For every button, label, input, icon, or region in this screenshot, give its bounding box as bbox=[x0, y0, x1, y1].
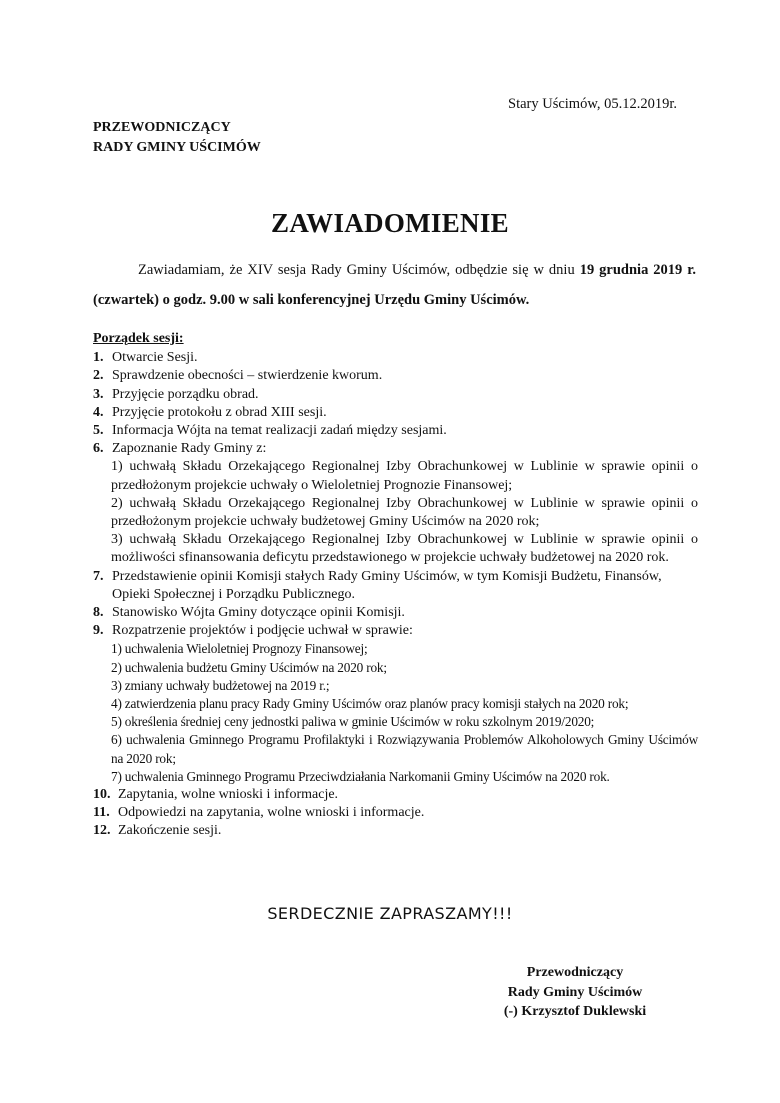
agenda-subitem: 5) określenia średniej ceny jednostki paliwa w gminie Uścimów w roku szkolnym 2019/2020; bbox=[111, 714, 595, 730]
agenda-item-text: Informacja Wójta na temat realizacji zadań między sesjami. bbox=[112, 423, 447, 439]
intro-text: Zawiadamiam, że XIV sesja Rady Gminy Uścimów, odbędzie się w dniu bbox=[138, 262, 580, 278]
agenda-item bbox=[93, 422, 698, 440]
agenda-item bbox=[93, 367, 698, 385]
agenda-item bbox=[93, 822, 698, 840]
issuer-line-2: RADY GMINY UŚCIMÓW bbox=[93, 140, 261, 155]
intro-paragraph bbox=[93, 255, 696, 315]
agenda-item bbox=[93, 804, 698, 822]
agenda-item-number: 9. bbox=[93, 623, 104, 639]
issuer-block bbox=[93, 118, 261, 158]
agenda-subitem: 2) uchwalenia budżetu Gminy Uścimów na 2020 rok; bbox=[111, 659, 387, 675]
invitation-text: SERDECZNIE ZAPRASZAMY!!! bbox=[267, 904, 513, 923]
agenda-item-text: Zapoznanie Rady Gminy z: bbox=[112, 441, 267, 457]
agenda-item-number: 5. bbox=[93, 423, 104, 439]
agenda-subitem: 3) uchwałą Składu Orzekającego Regionalnej Izby Obrachunkowej w Lublinie w sprawie opinii o możliwości sfinansowania deficytu przedstawionego w projekcie uchwały budżetowej na 2020 rok. bbox=[111, 532, 698, 566]
agenda-item bbox=[93, 386, 698, 404]
signature-name: (-) Krzysztof Duklewski bbox=[503, 1004, 647, 1019]
agenda-item bbox=[93, 404, 698, 422]
agenda-item-text: Przedstawienie opinii Komisji stałych Rady Gminy Uścimów, w tym Komisji Budżetu, Finansów, Opieki Społecznej i Porządku Publicznego. bbox=[112, 568, 662, 602]
agenda-item-text: Rozpatrzenie projektów i podjęcie uchwał w sprawie: bbox=[112, 623, 413, 639]
agenda-item bbox=[93, 604, 698, 622]
agenda-item bbox=[93, 440, 698, 458]
agenda-item-number: 8. bbox=[93, 605, 104, 621]
agenda-item-number: 11. bbox=[93, 805, 110, 821]
place-date: Stary Uścimów, 05.12.2019r. bbox=[508, 96, 678, 112]
agenda-subitem: 1) uchwalenia Wieloletniej Prognozy Finansowej; bbox=[111, 641, 368, 657]
agenda-item-text: Przyjęcie porządku obrad. bbox=[112, 386, 259, 402]
agenda-item bbox=[93, 568, 698, 604]
agenda-subitem: 2) uchwałą Składu Orzekającego Regionalnej Izby Obrachunkowej w Lublinie w sprawie opinii o przedłożonym projekcie uchwały budżetowej Gminy Uścimów na 2020 rok; bbox=[111, 495, 698, 530]
intro-line-2 bbox=[93, 285, 696, 315]
agenda-subitem: 4) zatwierdzenia planu pracy Rady Gminy Uścimów oraz planów pracy komisji stałych na 2020 rok; bbox=[111, 696, 629, 712]
agenda-item-text: Otwarcie Sesji. bbox=[112, 350, 198, 366]
session-date: 19 grudnia 2019 r. bbox=[579, 262, 696, 278]
issuer-line-1: PRZEWODNICZĄCY bbox=[93, 120, 231, 135]
agenda-item bbox=[93, 622, 698, 640]
agenda-item-number: 10. bbox=[93, 787, 111, 803]
agenda-item bbox=[93, 786, 698, 804]
agenda-item-number: 7. bbox=[93, 568, 104, 584]
agenda-item-number: 2. bbox=[93, 368, 104, 384]
signature-line-1: Przewodniczący bbox=[526, 965, 624, 980]
agenda-item-number: 6. bbox=[93, 441, 104, 457]
agenda-subitem: 3) zmiany uchwały budżetowej na 2019 r.; bbox=[111, 677, 330, 693]
agenda-subitem: 6) uchwalenia Gminnego Programu Profilaktyki i Rozwiązywania Problemów Alkoholowych Gminy Uścimów na 2020 rok; bbox=[111, 732, 698, 766]
agenda-item-text: Stanowisko Wójta Gminy dotyczące opinii Komisji. bbox=[112, 605, 405, 621]
agenda-item-text: Zakończenie sesji. bbox=[118, 823, 222, 839]
agenda-subitem: 7) uchwalenia Gminnego Programu Przeciwdziałania Narkomanii Gminy Uścimów na 2020 rok. bbox=[111, 768, 610, 784]
agenda-item-number: 12. bbox=[93, 823, 111, 839]
agenda-item bbox=[93, 349, 698, 367]
agenda-heading: Porządek sesji: bbox=[93, 331, 184, 346]
agenda-item-number: 1. bbox=[93, 350, 104, 366]
agenda-item-text: Zapytania, wolne wnioski i informacje. bbox=[118, 787, 339, 803]
agenda-item-text: Odpowiedzi na zapytania, wolne wnioski i informacje. bbox=[118, 805, 425, 821]
agenda-item-number: 4. bbox=[93, 404, 104, 420]
agenda-subitem: 1) uchwałą Składu Orzekającego Regionalnej Izby Obrachunkowej w Lublinie w sprawie opinii o przedłożonym projekcie uchwały o Wieloletniej Prognozie Finansowej; bbox=[111, 459, 698, 493]
agenda bbox=[93, 330, 698, 841]
intro-line-1 bbox=[93, 255, 696, 285]
signature-block bbox=[480, 963, 670, 1022]
agenda-item-text: Sprawdzenie obecności – stwierdzenie kworum. bbox=[112, 368, 383, 384]
session-time-place: (czwartek) o godz. 9.00 w sali konferencyjnej Urzędu Gminy Uścimów. bbox=[93, 292, 530, 308]
document-title: ZAWIADOMIENIE bbox=[271, 208, 509, 238]
agenda-item-text: Przyjęcie protokołu z obrad XIII sesji. bbox=[112, 404, 327, 420]
signature-line-2: Rady Gminy Uścimów bbox=[507, 984, 643, 1000]
agenda-item-number: 3. bbox=[93, 386, 104, 402]
